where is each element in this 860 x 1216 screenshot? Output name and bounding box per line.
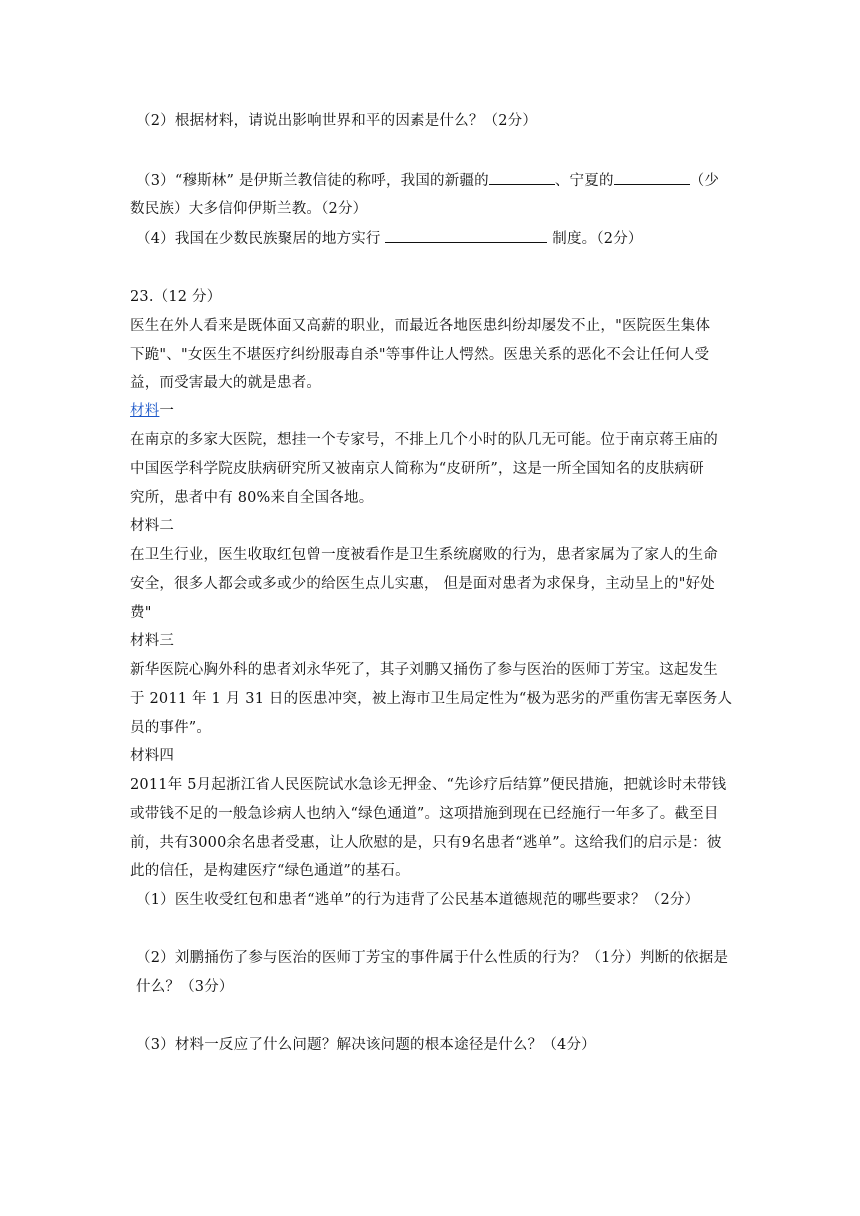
material-1-line-3: 究所，患者中有 80%来自全国各地。 bbox=[130, 490, 374, 506]
material-1-link[interactable]: 材料 bbox=[130, 403, 160, 419]
material-1-line-2: 中国医学科学院皮肤病研究所又被南京人简称为“皮研所”，这是一所全国知名的皮肤病研 bbox=[130, 461, 704, 477]
sub-question-2-line-1: （2）刘鹏捅伤了参与医治的医师丁芳宝的事件属于什么性质的行为？（1分）判断的依据是 bbox=[136, 950, 729, 966]
material-2-title: 材料二 bbox=[130, 518, 175, 534]
sub-question-1: （1）医生收受红包和患者“逃单”的行为违背了公民基本道德规范的哪些要求？（2分） bbox=[136, 892, 700, 908]
material-4-line-2: 或带钱不足的一般急诊病人也纳入“绿色通道”。这项措施到现在已经施行一年多了。截至目 bbox=[130, 806, 719, 822]
material-2-line-3: 费" bbox=[130, 605, 152, 621]
question-4-text-a: （4）我国在少数民族聚居的地方实行 bbox=[136, 231, 386, 247]
answer-blank-ningxia[interactable] bbox=[614, 170, 690, 185]
material-2-line-1: 在卫生行业，医生收取红包曾一度被看作是卫生系统腐败的行为，患者家属为了家人的生命 bbox=[130, 547, 718, 563]
material-4-line-1: 2011年 5月起浙江省人民医院试水急诊无押金、“先诊疗后结算”便民措施，把就诊时未带钱 bbox=[130, 777, 727, 793]
sub-question-2-line-2: 什么？（3分） bbox=[136, 979, 234, 995]
answer-blank-xinjiang[interactable] bbox=[489, 170, 555, 185]
intro-line-2: 下跪"、"女医生不堪医疗纠纷服毒自杀"等事件让人愕然。医患关系的恶化不会让任何人受 bbox=[130, 347, 710, 363]
material-1-suffix: 一 bbox=[159, 403, 175, 419]
question-4-text-b: 制度。（2分） bbox=[547, 231, 643, 247]
question-4 bbox=[136, 228, 746, 249]
question-3-line-2: 数民族）大多信仰伊斯兰教。（2分） bbox=[130, 201, 368, 217]
material-4-line-4: 此的信任，是构建医疗“绿色通道”的基石。 bbox=[130, 863, 410, 879]
intro-line-1: 医生在外人看来是既体面又高薪的职业，而最近各地医患纠纷却屡发不止，"医院医生集体 bbox=[130, 318, 711, 334]
material-1-line-1: 在南京的多家大医院，想挂一个专家号，不排上几个小时的队几无可能。位于南京蒋王庙的 bbox=[130, 432, 718, 448]
sub-question-3: （3）材料一反应了什么问题？解决该问题的根本途径是什么？（4分） bbox=[136, 1037, 596, 1053]
material-3-line-1: 新华医院心胸外科的患者刘永华死了，其子刘鹏又捅伤了参与医治的医师丁芳宝。这起发生 bbox=[130, 662, 718, 678]
material-3-line-2: 于 2011 年 1 月 31 日的医患冲突，被上海市卫生局定性为“极为恶劣的严重伤害无辜医务人 bbox=[130, 691, 733, 707]
question-3-text-b: 、宁夏的 bbox=[554, 173, 614, 189]
question-3-text-a: （3）“穆斯林” 是伊斯兰教信徒的称呼，我国的新疆的 bbox=[136, 173, 489, 189]
question-2: （2）根据材料，请说出影响世界和平的因素是什么？（2分） bbox=[136, 113, 538, 129]
material-2-line-2: 安全，很多人都会或多或少的给医生点儿实惠， 但是面对患者为求保身，主动呈上的"好处 bbox=[130, 576, 715, 592]
question-3-text-c: （少 bbox=[689, 173, 720, 189]
material-4-title: 材料四 bbox=[130, 748, 175, 764]
answer-blank-system[interactable] bbox=[385, 228, 547, 243]
intro-line-3: 益，而受害最大的就是患者。 bbox=[130, 375, 322, 391]
material-3-title: 材料三 bbox=[130, 633, 175, 649]
question-23-heading: 23.（12 分） bbox=[130, 289, 222, 305]
question-3-line-1 bbox=[136, 170, 746, 191]
material-1-title bbox=[130, 401, 740, 421]
material-3-line-3: 员的事件”。 bbox=[130, 720, 212, 736]
material-4-line-3: 前，共有3000余名患者受惠，让人欣慰的是，只有9名患者“逃单”。这给我们的启示是：彼 bbox=[130, 835, 722, 851]
